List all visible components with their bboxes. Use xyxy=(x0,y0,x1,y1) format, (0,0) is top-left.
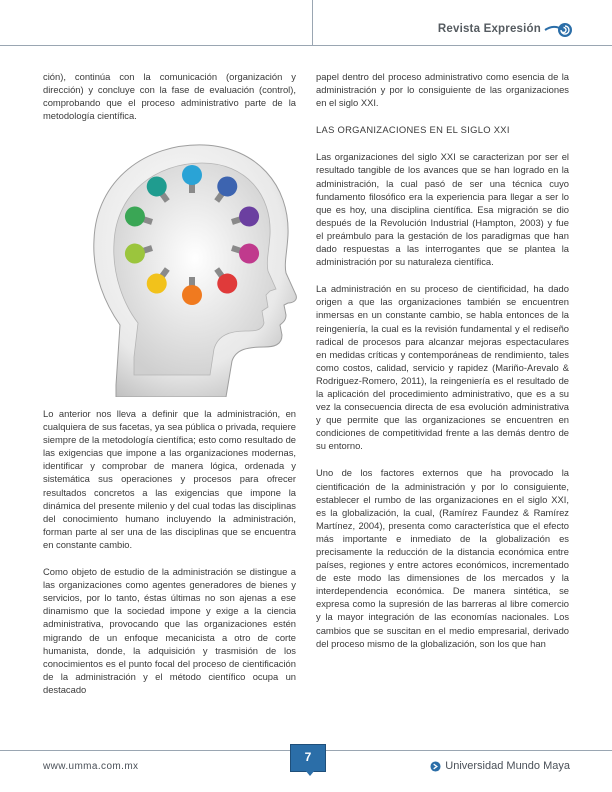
page-number-badge xyxy=(290,744,326,772)
university-name: Universidad Mundo Maya xyxy=(445,760,570,772)
header-tab xyxy=(312,0,612,45)
footer-website-link[interactable]: www.umma.com.mx xyxy=(43,761,139,772)
swirl-icon xyxy=(543,16,575,42)
journal-title: Revista Expresión xyxy=(437,23,541,35)
right-paragraph-2: La administración en su proceso de cientificidad, ha dado origen a que las organizaciones también se encuentren inmersas en un constante cambio, se habla entonces de la reingeniería, la cual es la revisión fundamental y el rediseño radical de procesos para alcanzar mejoras espectaculares en medidas críticas y contemporáneas de rendimiento, tales como costos, calidad, servicio y rapidez (Mariño-Arevalo & Rodriguez-Romero, 2011), la reingeniería es el resultado de la aplicación del procedimiento administrativo, que es a su vez la consecuencia directa de esa evolución administrativa y que permite que las organizaciones se encuentren en condiciones de competitividad frente a las demás dentro de su entorno. xyxy=(316,283,569,452)
left-intro-paragraph: ción), continúa con la comunicación (organización y dirección) y concluye con la fase de evaluación (control), comprobando que el proceso administrativo parte de la metodología científica. xyxy=(43,71,296,122)
right-paragraph-1: Las organizaciones del siglo XXI se caracterizan por ser el resultado tangible de los avances que se han logrado en la administración, la cual pasó de ser una técnica cuyo fundamento filosófico era la experiencia para llegar a ser lo que es hoy, una disciplina científica. Esa migración se dio después de la Revolución Industrial (Hampton, 2003) y fue el preámbulo para la gestación de los paradigmas que han dado respuestas a las interrogantes que se plantea la administración por su naturaleza científica. xyxy=(316,151,569,268)
page-number: 7 xyxy=(304,750,312,764)
section-heading: LAS ORGANIZACIONES EN EL SIGLO XXI xyxy=(316,124,510,136)
right-intro-paragraph: papel dentro del proceso administrativo como esencia de la administración y por lo consiguiente de las organizaciones en el siglo XXI. xyxy=(316,71,569,109)
left-paragraph-1: Lo anterior nos lleva a definir que la administración, en cualquiera de sus facetas, ya sea pública o privada, requiere siempre de la metodología científica; esto como resultado de las exigencias que impone a las organizaciones modernas, identificar y comprobar de manera lógica, ordenada y sistemática sus operaciones y procesos para ofrecer resultados concretos a las exigencias que impone la dinámica del presente milenio y del cual todas las disciplinas del conocimiento humano incluyendo la administración, forman parte al ser una de las disciplinas que se encuentra en constante cambio. xyxy=(43,408,296,550)
left-paragraph-2: Como objeto de estudio de la administración se distingue a las organizaciones como agentes generadores de bienes y servicios, por lo tanto, éstas últimas no son ajenas a ese dinamismo que la sociedad impone y exige a la ciencia administrativa, provocando que las organizaciones estén migrando de un enfoque mecanicista a otro de corte humanista, donde, la adquisición y trasmisión de los conocimientos es el punto focal del proceso de cientificación de la administración y el método científico ocupa un destacado xyxy=(43,566,296,695)
right-column xyxy=(316,70,569,664)
left-column xyxy=(43,70,296,122)
head-lightbulbs-illustration xyxy=(86,135,298,397)
right-paragraph-3: Uno de los factores externos que ha provocado la cientificación de la administración y por lo consiguiente, establecer el rumbo de las organizaciones en el siglo XXI, es la globalización, la cual, (Ramírez Faundez & Ramírez Martínez, 2004), presenta como característica que el efecto más importante e inmediato de la globalización es precisamente la reducción de la distancia económica entre países, regiones y entre actores económicos, incrementado de este modo las dimensiones de los mercados y la interdependencia económica. De manera sintética, se expresa como la supresión de las barreras al libre comercio y la mayor integración de las economías nacionales. Los cambios que se suscitan en el medio empresarial, derivado del proceso mismo de la globalización, son los que han xyxy=(316,467,569,649)
arrow-circle-icon xyxy=(430,761,441,772)
left-column-lower xyxy=(43,407,296,710)
page-badge-pointer xyxy=(305,770,315,776)
header-rule xyxy=(0,45,612,46)
footer-university xyxy=(430,760,570,772)
